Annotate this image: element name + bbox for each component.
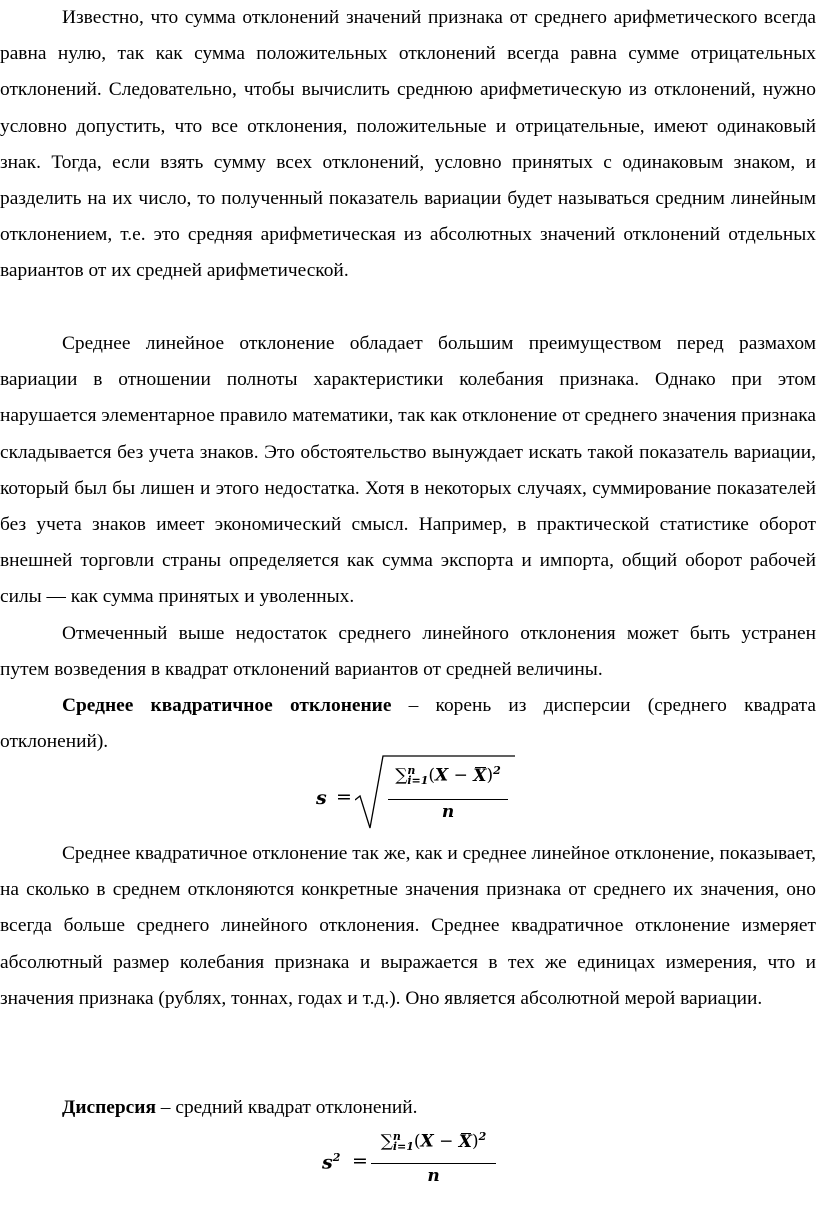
var-x-mean: X [458, 1131, 472, 1152]
lhs-var: s [322, 1151, 333, 1174]
fraction-bar [388, 799, 508, 800]
sum-lower: i=1 [392, 1140, 414, 1154]
lhs-power: 2 [332, 1151, 341, 1164]
formula-variance [316, 1126, 516, 1196]
var-x: X [435, 765, 449, 786]
power: 2 [478, 1130, 487, 1143]
sum-upper: n [407, 764, 416, 778]
sum-lower: i=1 [407, 774, 429, 788]
paragraph-linear-deviation-advantage: Среднее линейное отклонение обладает большим преимуществом перед размахом вариации в отношении полноты характеристики колебания признака. Однако при этом нарушается элементарное правило математики, так как отклонение от среднего значения признака складывается без учета знаков. Это обстоятельство вынуждает искать такой показатель вариации, который был бы лишен и этого недостатка. Хотя в некоторых случаях, суммирование показателей без учета знаков имеет экономический смысл. Например, в практической статистике оборот внешней торговли страны определяется как сумма экспорта и импорта, общий оборот рабочей силы — как сумма принятых и уволенных. [0, 333, 816, 608]
denominator: n [441, 802, 455, 822]
minus-sign: − [433, 1131, 459, 1152]
formula-lhs: s [316, 787, 327, 809]
paragraph-standard-deviation-definition [0, 688, 816, 760]
fraction [371, 1130, 496, 1194]
var-x-mean: X [473, 765, 487, 786]
paragraph-variance-definition [0, 1090, 816, 1126]
formula-equals: = [352, 1150, 368, 1172]
definition-standard-deviation: – корень из дисперсии (среднего квадрата отклонений). [0, 695, 816, 753]
paragraph-deficiency-remedy: Отмеченный выше недостаток среднего линейного отклонения может быть устранен путем возведения в квадрат отклонений вариантов от средней величины. [0, 623, 816, 681]
term-standard-deviation: Среднее квадратичное отклонение [62, 695, 392, 716]
paren-open: ( [413, 1131, 421, 1152]
paren-close: ) [486, 765, 494, 786]
power: 2 [493, 764, 501, 777]
paragraph-standard-deviation-properties: Среднее квадратичное отклонение так же, как и среднее линейное отклонение, показывает, на сколько в среднем отклоняются конкретные значения признака от среднего их значения, оно всегда больше среднего линейного отклонения. Среднее квадратичное отклонение измеряет абсолютный размер колебания признака и выражается в тех же единицах измерения, что и значения признака (рублях, тоннах, годах и т.д.). Оно является абсолютной мерой вариации. [0, 843, 816, 1009]
definition-variance: – средний квадрат отклонений. [155, 1097, 418, 1118]
paren-close: ) [472, 1131, 479, 1152]
numerator [371, 1130, 496, 1152]
fraction [388, 764, 508, 828]
formula-equals: = [336, 786, 352, 808]
fraction-bar [371, 1163, 496, 1164]
numerator [388, 764, 508, 786]
paren-open: ( [428, 765, 436, 786]
formula-standard-deviation [316, 752, 516, 832]
term-variance: Дисперсия [62, 1097, 156, 1118]
paragraph-mean-linear-deviation-intro: Известно, что сумма отклонений значений признака от среднего арифметического всегда равна нулю, так как сумма положительных отклонений всегда равна сумме отрицательных отклонений. Следовательно, чтобы вычислить среднюю арифметическую из отклонений, нужно условно допустить, что все отклонения, положительные и отрицательные, имеют одинаковый знак. Тогда, если взять сумму всех отклонений, условно принятых с одинаковым знаком, и разделить на их число, то полученный показатель вариации будет называться средним линейным отклонением, т.е. это средняя арифметическая из абсолютных значений отклонений отдельных вариантов от их средней арифметической. [0, 7, 816, 282]
var-x: X [420, 1131, 434, 1152]
denominator: n [427, 1166, 440, 1186]
sum-icon: ∑ [395, 765, 408, 786]
sum-icon: ∑ [380, 1131, 393, 1152]
minus-sign: − [448, 765, 474, 786]
sum-upper: n [392, 1130, 401, 1144]
formula-lhs [322, 1151, 340, 1173]
